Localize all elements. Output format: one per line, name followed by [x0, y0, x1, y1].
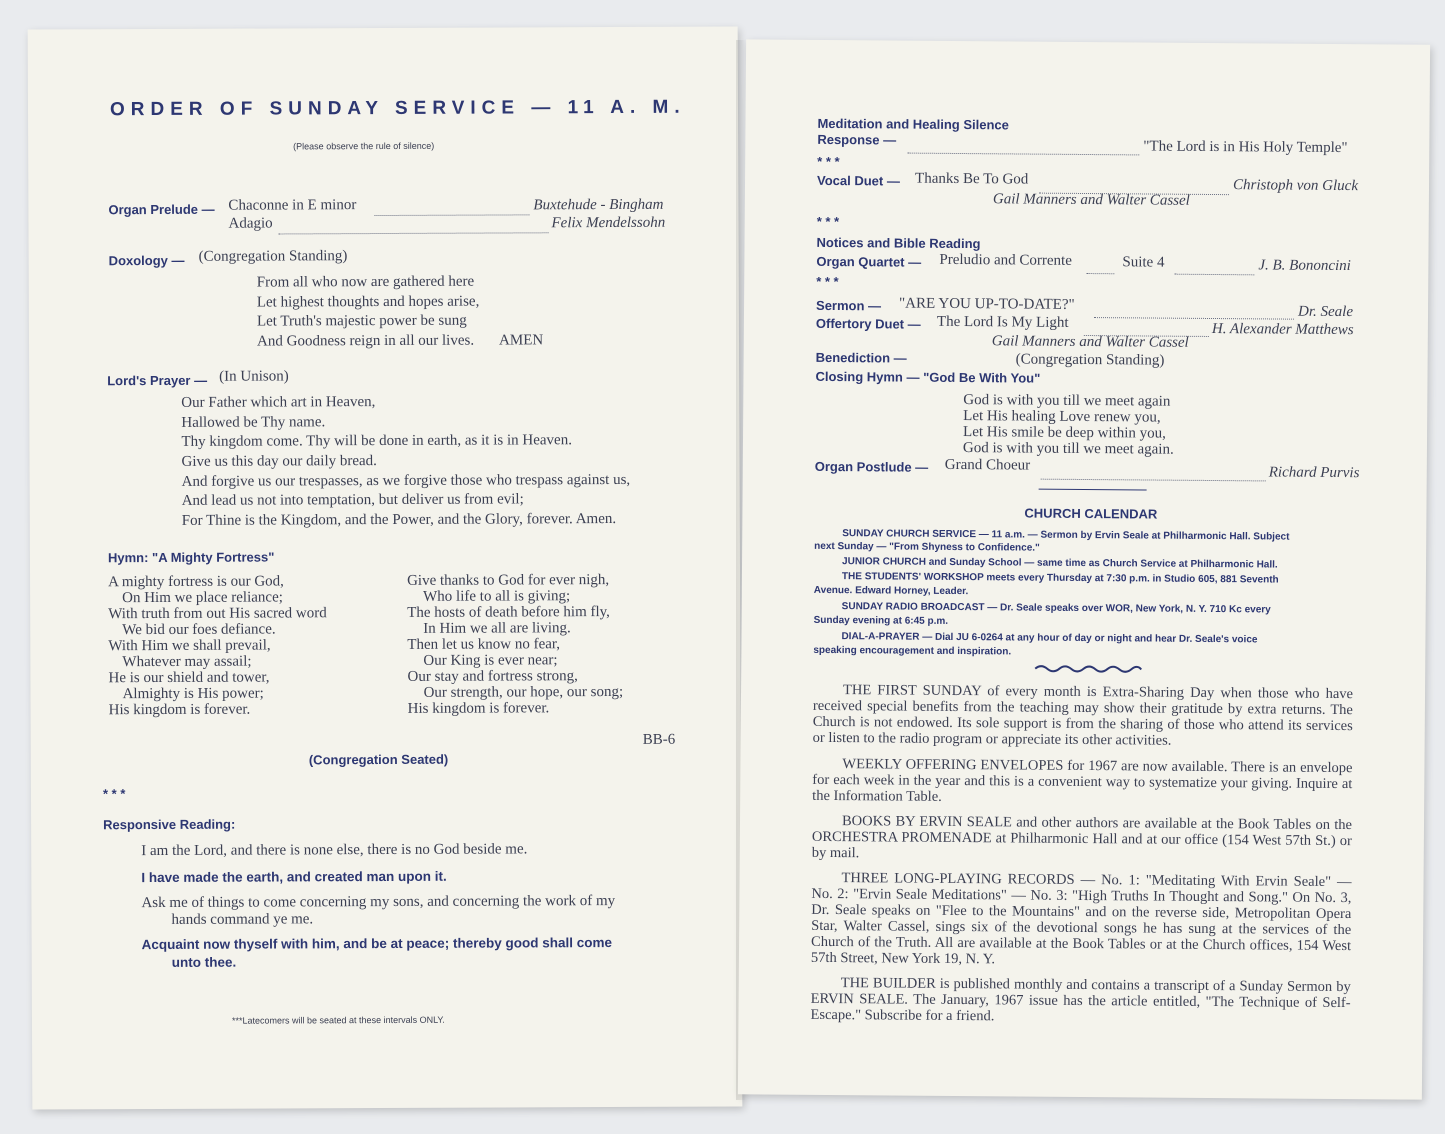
hymn-line: Who life to all is giving; — [423, 588, 571, 605]
closing-hymn-line: Let His healing Love renew you, — [963, 408, 1161, 426]
prayer-line: And lead us not into temptation, but deliver us from evil; — [181, 491, 524, 509]
hymn-line: A mighty fortress is our God, — [108, 573, 284, 591]
notices-heading: Notices and Bible Reading — [816, 234, 981, 252]
closing-hymn-line: Let His smile be deep within you, — [963, 424, 1167, 442]
offertory-singers: Gail Manners and Walter Cassel — [991, 333, 1189, 351]
hymn-line: Our strength, our hope, our song; — [423, 683, 624, 701]
calendar-line: SUNDAY CHURCH SERVICE — 11 a.m. — Sermon by Ervin Seale at Philharmonic Hall. Subject — [842, 528, 1290, 543]
paragraph-extra-sharing: THE FIRST SUNDAY of every month is Extra-Sharing Day when those who have received special benefits from the teaching may show their gratitude by extra returns. The Church is not endowed. Its sole support is from the sharing of those who attend its services or listen to the radio program or appreciate its other activities. — [812, 682, 1354, 749]
prayer-line: For Thine is the Kingdom, and the Power, and the Glory, forever. Amen. — [181, 510, 617, 529]
left-page — [28, 26, 743, 1109]
hymn-line: We bid our foes defiance. — [122, 621, 276, 639]
organ-quartet-composer: J. B. Bononcini — [1258, 257, 1351, 275]
hymn-line: His kingdom is forever. — [407, 700, 550, 717]
hymn-line: With Him we shall prevail, — [108, 637, 271, 655]
calendar-line: SUNDAY RADIO BROADCAST — Dr. Seale speaks over WOR, New York, N. Y. 710 Kc every — [841, 601, 1271, 616]
right-page — [738, 39, 1430, 1099]
reading-response: Acquaint now thyself with him, and be at peace; thereby good shall come — [141, 935, 612, 953]
reading-response: unto thee. — [171, 954, 237, 970]
calendar-line: next Sunday — "From Shyness to Confidence." — [814, 540, 1040, 554]
prelude-piece-1: Chaconne in E minor — [228, 197, 357, 214]
reading-line: hands command ye me. — [171, 911, 314, 928]
doxology-line: Let Truth's majestic power be sung — [256, 312, 467, 330]
silence-note: (Please observe the rule of silence) — [293, 140, 435, 152]
sermon-speaker: Dr. Seale — [1297, 303, 1354, 321]
hymn-line: On Him we place reliance; — [122, 589, 283, 607]
stars-divider: * * * — [816, 213, 840, 230]
closing-hymn-line: God is with you till we meet again. — [962, 440, 1174, 458]
hymn-code: BB-6 — [642, 731, 676, 748]
responsive-reading-label: Responsive Reading: — [103, 816, 236, 833]
hymn-line: In Him we all are living. — [423, 620, 571, 637]
benediction-label: Benediction — — [815, 349, 907, 366]
calendar-line: DIAL-A-PRAYER — Dial JU 6-0264 at any hour of day or night and hear Dr. Seale's voice — [841, 631, 1258, 646]
hymn-line: Almighty is His power; — [122, 685, 264, 703]
paragraph-records: THREE LONG-PLAYING RECORDS — No. 1: "Meditating With Ervin Seale" — No. 2: "Ervin Seale Meditations" — No. 3: "High Truths In Thought and Song." On No. 3, Dr. Seale speaks on "Flee to the Mountains" and on the reverse side, Metropolitan Opera Star, Walter Cassel, sings six of the devotional songs he has sung at the services of the Church of the Truth. All are available at the Book Tables or at the Church offices, 154 West 57th Street, New York 19, N. Y. — [810, 870, 1352, 968]
prayer-line: And forgive us our trespasses, as we forgive those who trespass against us, — [181, 471, 631, 490]
hymn-line: He is our shield and tower, — [108, 669, 270, 687]
prelude-composer-1: Buxtehude - Bingham — [533, 196, 664, 214]
organ-quartet-label: Organ Quartet — — [816, 253, 922, 270]
prelude-piece-2: Adagio — [228, 215, 273, 232]
hymn-line: With truth from out His sacred word — [108, 605, 327, 623]
hymn-line: The hosts of death before him fly, — [407, 604, 610, 621]
calendar-line: Avenue. Edward Horney, Leader. — [813, 584, 969, 598]
calendar-line: Sunday evening at 6:45 p.m. — [813, 614, 949, 627]
sermon-title: "ARE YOU UP-TO-DATE?" — [899, 295, 1075, 313]
response-text: "The Lord is in His Holy Temple" — [1143, 138, 1348, 157]
offertory-piece: The Lord Is My Light — [936, 313, 1069, 331]
doxology-label: Doxology — — [108, 252, 185, 269]
hymn-line: Whatever may assail; — [122, 653, 252, 671]
postlude-composer: Richard Purvis — [1268, 464, 1360, 482]
vocal-duet-label: Vocal Duet — — [816, 172, 900, 189]
hymn-line: Then let us know no fear, — [407, 636, 561, 653]
offertory-composer: H. Alexander Matthews — [1211, 320, 1354, 339]
vocal-duet-singers: Gail Manners and Walter Cassel — [992, 191, 1190, 209]
page-title: ORDER OF SUNDAY SERVICE — 11 A. M. — [109, 96, 686, 121]
doxology-line: Let highest thoughts and hopes arise, — [256, 293, 480, 311]
reading-line: I am the Lord, and there is none else, there is no God beside me. — [141, 841, 528, 860]
reading-line: Ask me of things to come concerning my sons, and concerning the work of my — [141, 892, 616, 912]
congregation-seated: (Congregation Seated) — [308, 751, 449, 768]
doxology-line: And Goodness reign in all our lives. — [256, 332, 475, 350]
doxology-note: (Congregation Standing) — [198, 248, 348, 265]
stars-divider: * * * — [816, 273, 839, 290]
hymn-line: Our stay and fortress strong, — [407, 668, 578, 685]
prelude-composer-2: Felix Mendelssohn — [551, 214, 666, 232]
organ-quartet-suite: Suite 4 — [1122, 254, 1165, 271]
postlude-label: Organ Postlude — — [814, 458, 929, 475]
hymn-label: Hymn: "A Mighty Fortress" — [107, 549, 275, 566]
postlude-piece: Grand Choeur — [944, 456, 1031, 474]
organ-prelude-label: Organ Prelude — — [108, 201, 215, 218]
sermon-label: Sermon — — [816, 297, 882, 314]
organ-quartet-piece: Preludio and Corrente — [939, 251, 1072, 269]
reading-response: I have made the earth, and created man upon it. — [141, 868, 447, 886]
doxology-amen: AMEN — [498, 332, 544, 349]
calendar-line: THE STUDENTS' WORKSHOP meets every Thursday at 7:30 p.m. in Studio 605, 881 Seventh — [841, 571, 1279, 586]
hymn-line: Give thanks to God for ever nigh, — [407, 572, 610, 589]
lords-prayer-label: Lord's Prayer — — [107, 372, 208, 389]
calendar-line: JUNIOR CHURCH and Sunday School — same time as Church Service at Philharmonic Hall. — [842, 556, 1278, 571]
vocal-duet-piece: Thanks Be To God — [915, 170, 1029, 188]
benediction-note: (Congregation Standing) — [1015, 351, 1165, 369]
calendar-line: speaking encouragement and inspiration. — [813, 644, 1012, 658]
prayer-line: Thy kingdom come. Thy will be done in earth, as it is in Heaven. — [181, 432, 572, 450]
latecomers-note: ***Latecomers will be seated at these intervals ONLY. — [231, 1014, 445, 1026]
closing-hymn-label: Closing Hymn — "God Be With You" — [815, 368, 1041, 386]
stars-divider: * * * — [817, 153, 840, 170]
paragraph-envelopes: WEEKLY OFFERING ENVELOPES for 1967 are now available. There is an envelope for each week in the year and this is a convenient way to systematize your giving. Inquire at the Information Table. — [812, 756, 1353, 805]
stars-divider: * * * — [102, 786, 126, 802]
paragraph-builder: THE BUILDER is published monthly and contains a transcript of a Sunday Sermon by ERVIN SEALE. The January, 1967 issue has the article entitled, "The Technique of Self-Escape." Subscribe for a friend. — [810, 975, 1351, 1025]
prayer-line: Our Father which art in Heaven, — [181, 394, 376, 411]
hymn-line: Our King is ever near; — [423, 652, 558, 669]
hymn-line: His kingdom is forever. — [108, 701, 251, 719]
offertory-label: Offertory Duet — — [815, 315, 921, 332]
wave-ornament — [1033, 664, 1143, 675]
church-calendar-title: CHURCH CALENDAR — [1024, 505, 1158, 522]
prayer-line: Give us this day our daily bread. — [181, 453, 377, 470]
lords-prayer-note: (In Unison) — [219, 368, 289, 385]
doxology-line: From all who now are gathered here — [256, 273, 475, 291]
paragraph-books: BOOKS BY ERVIN SEALE and other authors are available at the Book Tables on the ORCHESTRA PROMENADE at Philharmonic Hall and at our office (154 West 57th St.) or by mail. — [811, 813, 1353, 862]
response-label: Response — — [817, 131, 897, 148]
closing-hymn-line: God is with you till we meet again — [963, 392, 1171, 410]
meditation-heading: Meditation and Healing Silence — [817, 115, 1009, 133]
divider-rule — [1039, 489, 1147, 491]
prayer-line: Hallowed be Thy name. — [181, 414, 326, 431]
vocal-duet-composer: Christoph von Gluck — [1232, 177, 1359, 195]
